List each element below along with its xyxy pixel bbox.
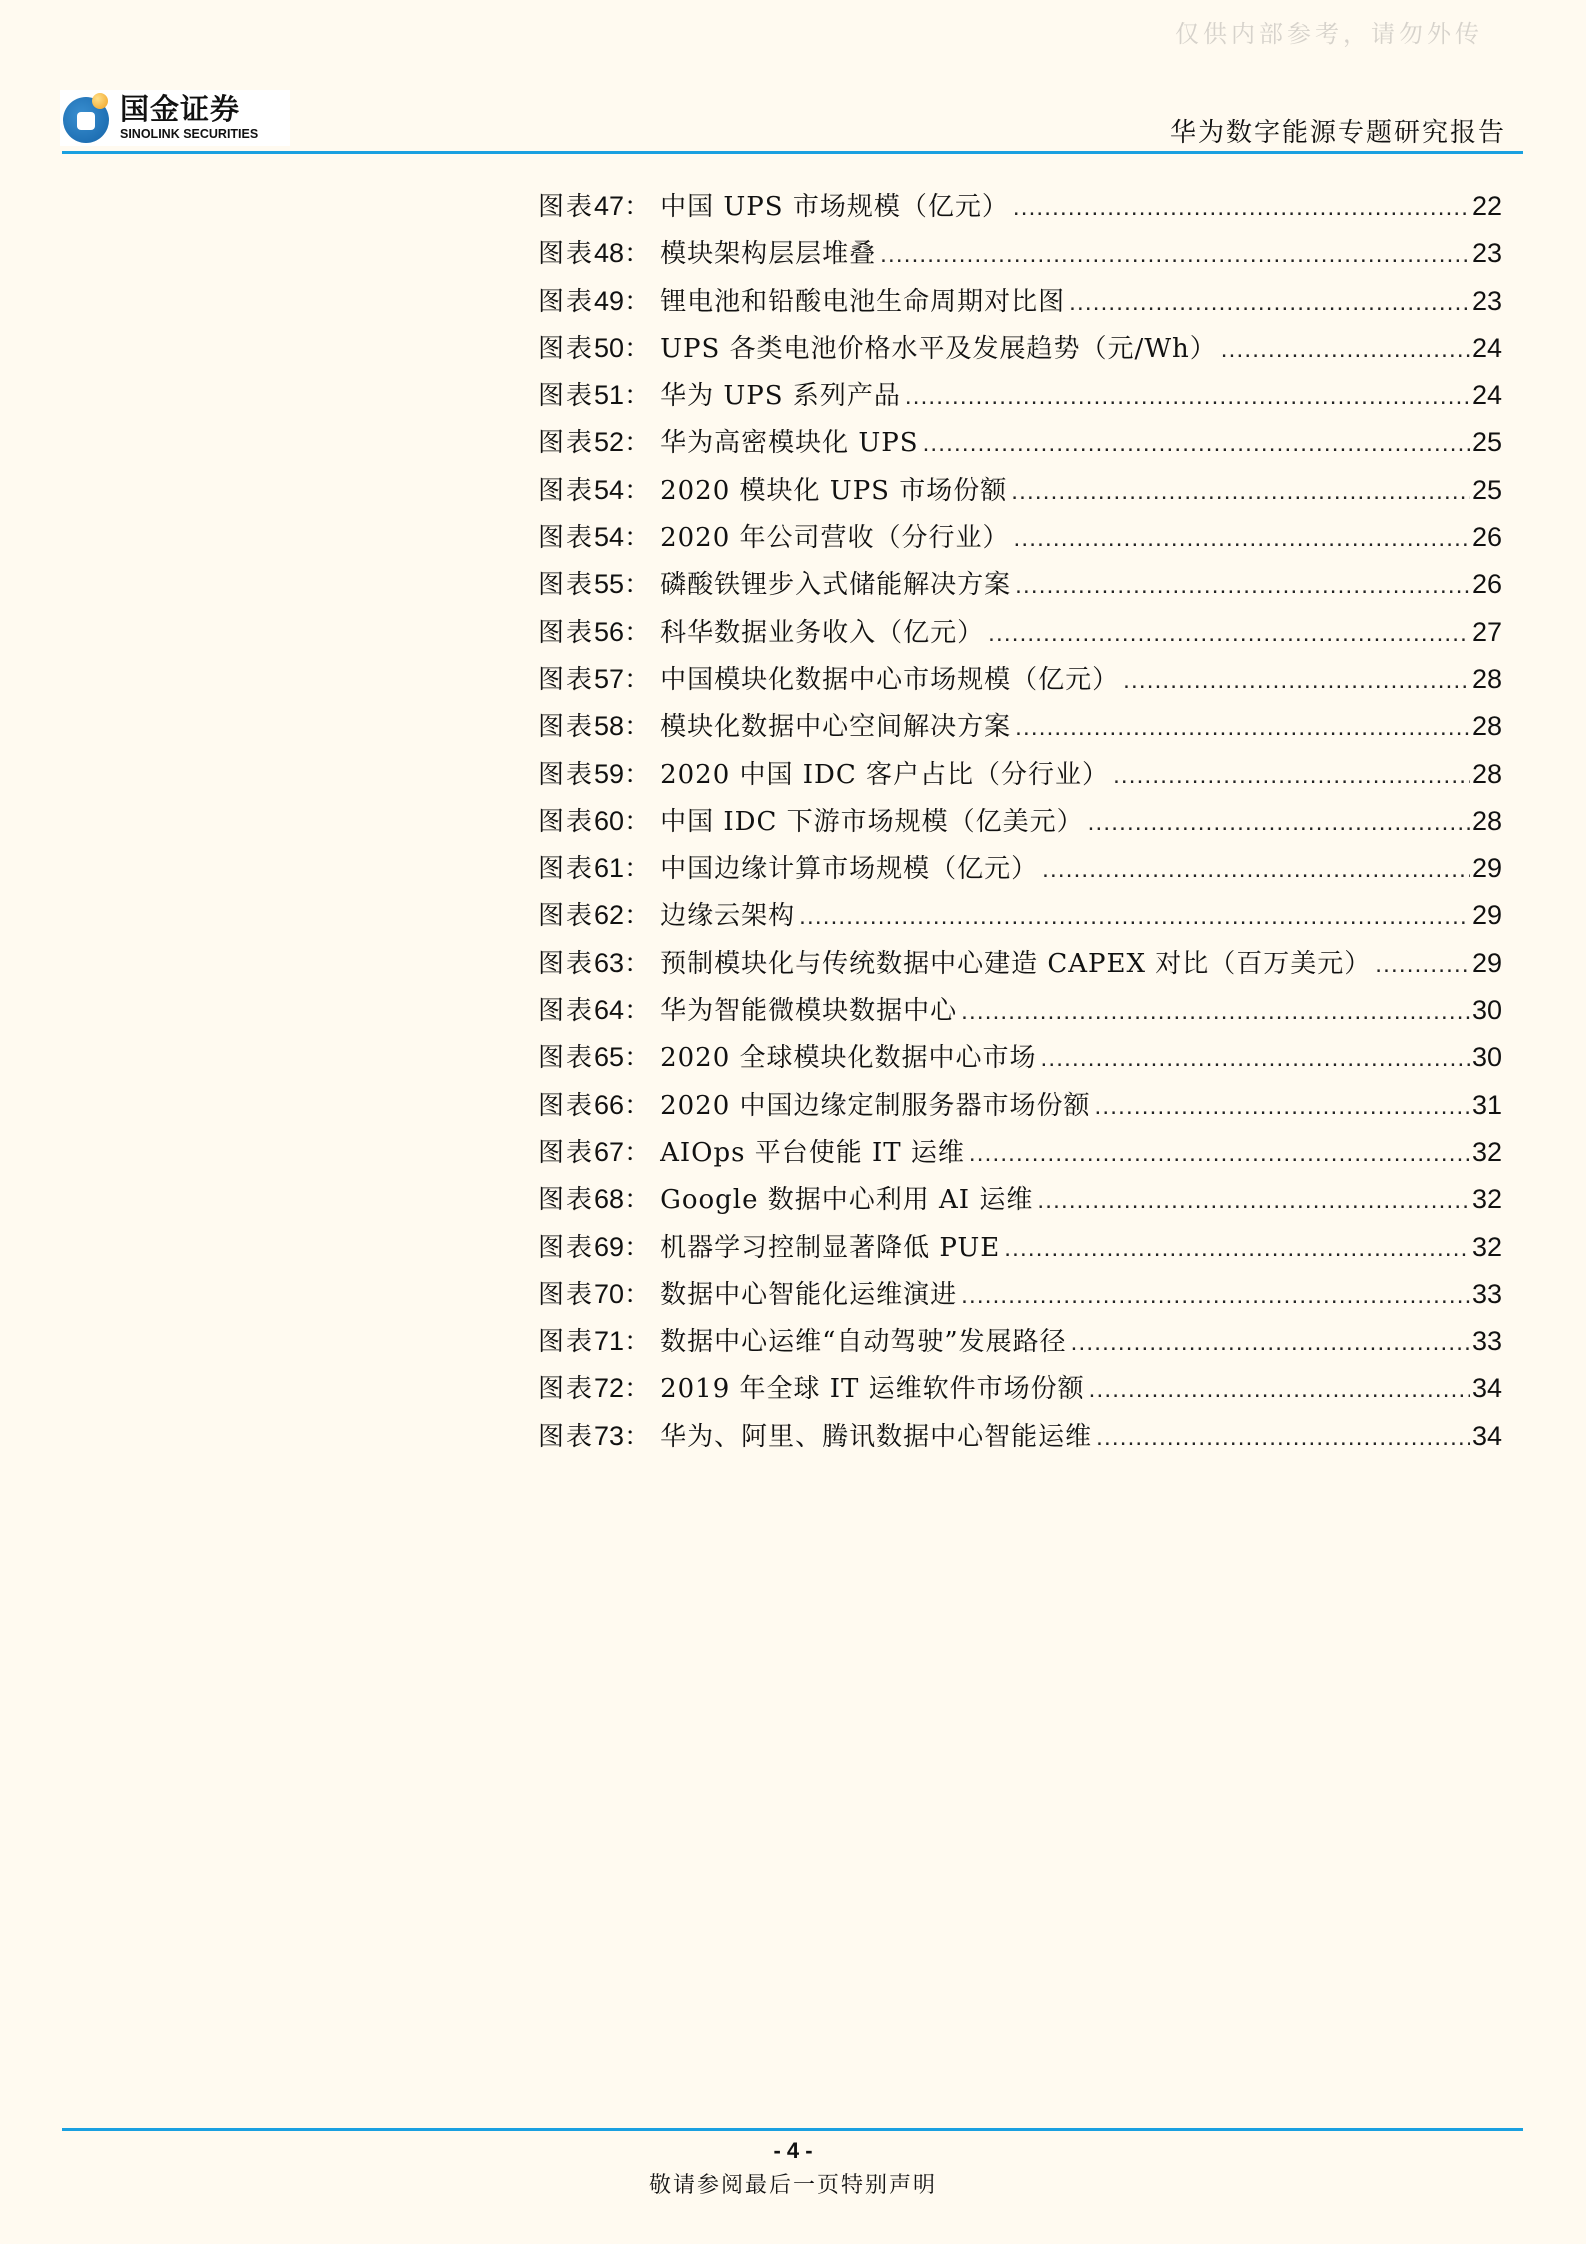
toc-entry-title: 2020 中国边缘定制服务器市场份额 [660, 1090, 1091, 1121]
toc-entry-prefix: 图表 [538, 333, 595, 364]
toc-entry-prefix: 图表 [538, 475, 595, 506]
toc-entry-colon: ： [624, 1090, 651, 1121]
toc-entry[interactable] [538, 422, 1502, 469]
toc-entry-prefix: 图表 [538, 948, 595, 979]
toc-entry-number: 51 [594, 380, 625, 411]
toc-dot-leader [1015, 714, 1470, 742]
toc-entry-title: 2020 年公司营收（分行业） [660, 523, 1010, 554]
toc-entry-title: 模块化数据中心空间解决方案 [660, 712, 1012, 743]
toc-entry-title: 2020 模块化 UPS 市场份额 [660, 475, 1008, 506]
toc-entry-prefix: 图表 [538, 1279, 595, 1310]
company-logo [60, 90, 290, 146]
toc-entry-colon: ： [624, 1185, 651, 1216]
toc-entry-colon: ： [624, 1374, 651, 1405]
toc-entry-title: 中国 IDC 下游市场规模（亿美元） [660, 806, 1084, 837]
toc-entry-prefix: 图表 [538, 1090, 595, 1121]
toc-entry-page: 34 [1471, 1373, 1502, 1404]
toc-entry[interactable] [538, 1037, 1502, 1084]
toc-entry-prefix: 图表 [538, 381, 595, 412]
toc-dot-leader [1089, 1376, 1470, 1404]
toc-dot-leader [1375, 951, 1470, 979]
toc-entry-number: 50 [594, 332, 625, 363]
toc-entry[interactable] [538, 470, 1502, 517]
toc-entry-prefix: 图表 [538, 712, 595, 743]
toc-entry-colon: ： [624, 381, 651, 412]
toc-entry[interactable] [538, 328, 1502, 375]
toc-entry-colon: ： [624, 806, 651, 837]
logo-name-en: SINOLINK SECURITIES [120, 127, 259, 142]
toc-entry-colon: ： [624, 1043, 651, 1074]
toc-entry-prefix: 图表 [538, 617, 595, 648]
toc-entry-page: 28 [1471, 663, 1502, 694]
toc-entry-colon: ： [624, 664, 651, 695]
toc-entry-prefix: 图表 [538, 570, 595, 601]
toc-entry-title: 模块架构层层堆叠 [660, 239, 877, 270]
toc-dot-leader [1013, 194, 1470, 222]
toc-entry-colon: ： [624, 996, 651, 1027]
toc-entry[interactable] [538, 1368, 1502, 1415]
toc-entry-number: 71 [594, 1326, 625, 1357]
toc-entry-title: 科华数据业务收入（亿元） [660, 617, 985, 648]
toc-entry-colon: ： [624, 617, 651, 648]
toc-dot-leader [1069, 289, 1470, 317]
toc-entry[interactable] [538, 1132, 1502, 1179]
toc-entry-title: 预制模块化与传统数据中心建造 CAPEX 对比（百万美元） [660, 948, 1372, 979]
toc-entry-number: 52 [594, 427, 625, 458]
toc-dot-leader [1095, 1093, 1470, 1121]
toc-entry-number: 73 [594, 1420, 625, 1451]
toc-dot-leader [1014, 525, 1470, 553]
toc-dot-leader [905, 383, 1470, 411]
toc-entry-page: 27 [1471, 616, 1502, 647]
footer-divider [62, 2128, 1523, 2131]
toc-entry-page: 31 [1471, 1089, 1502, 1120]
toc-entry-prefix: 图表 [538, 1185, 595, 1216]
toc-entry-prefix: 图表 [538, 428, 595, 459]
toc-entry-title: 2019 年全球 IT 运维软件市场份额 [660, 1374, 1085, 1405]
toc-dot-leader [1071, 1329, 1470, 1357]
toc-entry[interactable] [538, 1227, 1502, 1274]
toc-dot-leader [1004, 1235, 1470, 1263]
toc-entry-colon: ： [624, 712, 651, 743]
toc-entry-title: 锂电池和铅酸电池生命周期对比图 [660, 286, 1066, 317]
toc-entry-title: 机器学习控制显著降低 PUE [660, 1232, 1001, 1263]
toc-entry-prefix: 图表 [538, 901, 595, 932]
toc-entry-title: AIOps 平台使能 IT 运维 [660, 1137, 965, 1168]
toc-entry-title: 华为、阿里、腾讯数据中心智能运维 [660, 1421, 1093, 1452]
toc-entry-title: 2020 中国 IDC 客户占比（分行业） [660, 759, 1110, 790]
toc-dot-leader [1042, 856, 1470, 884]
toc-entry-number: 61 [594, 853, 625, 884]
toc-entry-prefix: 图表 [538, 1421, 595, 1452]
toc-entry[interactable] [538, 564, 1502, 611]
toc-entry-prefix: 图表 [538, 1374, 595, 1405]
toc-entry-page: 30 [1471, 995, 1502, 1026]
toc-entry-colon: ： [624, 1327, 651, 1358]
toc-entry-number: 60 [594, 805, 625, 836]
toc-entry-prefix: 图表 [538, 192, 595, 222]
toc-entry[interactable] [538, 281, 1502, 328]
toc-entry-title: 华为 UPS 系列产品 [660, 381, 901, 412]
toc-entry-page: 30 [1471, 1042, 1502, 1073]
toc-entry[interactable] [538, 1179, 1502, 1226]
toc-entry-number: 63 [594, 947, 625, 978]
toc-entry-number: 62 [594, 900, 625, 931]
toc-entry-number: 58 [594, 711, 625, 742]
page-number: - 4 - [773, 2138, 813, 2163]
toc-entry-title: Google 数据中心利用 AI 运维 [660, 1185, 1034, 1216]
toc-entry-prefix: 图表 [538, 1043, 595, 1074]
toc-entry-page: 28 [1471, 711, 1502, 742]
toc-entry-colon: ： [624, 759, 651, 790]
toc-entry-prefix: 图表 [538, 664, 595, 695]
toc-entry-colon: ： [624, 570, 651, 601]
toc-entry-page: 23 [1471, 238, 1502, 269]
toc-dot-leader [1088, 809, 1470, 837]
toc-entry-number: 72 [594, 1373, 625, 1404]
toc-entry-number: 55 [594, 569, 625, 600]
toc-entry-page: 28 [1471, 758, 1502, 789]
toc-entry-page: 29 [1471, 947, 1502, 978]
toc-entry-page: 26 [1471, 522, 1502, 553]
toc-entry-colon: ： [624, 475, 651, 506]
toc-entry-number: 66 [594, 1089, 625, 1120]
toc-entry-prefix: 图表 [538, 1232, 595, 1263]
toc-dot-leader [1221, 336, 1470, 364]
toc-entry-colon: ： [624, 1421, 651, 1452]
toc-entry-page: 29 [1471, 900, 1502, 931]
toc-entry-prefix: 图表 [538, 806, 595, 837]
toc-dot-leader [969, 1140, 1470, 1168]
toc-entry-page: 32 [1471, 1231, 1502, 1262]
toc-entry-page: 23 [1471, 285, 1502, 316]
toc-entry-number: 70 [594, 1278, 625, 1309]
toc-dot-leader [923, 430, 1470, 458]
toc-entry-prefix: 图表 [538, 759, 595, 790]
toc-entry-colon: ： [624, 1232, 651, 1263]
toc-entry-prefix: 图表 [538, 854, 595, 885]
toc-entry-prefix: 图表 [538, 286, 595, 317]
toc-entry-number: 57 [594, 663, 625, 694]
sinolink-logo-icon [62, 93, 112, 143]
toc-entry-page: 22 [1471, 191, 1502, 221]
toc-entry[interactable] [538, 1274, 1502, 1321]
toc-dot-leader [961, 998, 1470, 1026]
toc-entry-page: 29 [1471, 853, 1502, 884]
toc-entry-title: 中国模块化数据中心市场规模（亿元） [660, 664, 1120, 695]
toc-entry-number: 64 [594, 995, 625, 1026]
toc-entry[interactable] [538, 801, 1502, 848]
toc-entry-number: 68 [594, 1184, 625, 1215]
toc-entry-colon: ： [624, 1137, 651, 1168]
toc-entry[interactable] [538, 1321, 1502, 1368]
toc-entry-prefix: 图表 [538, 523, 595, 554]
toc-entry-page: 33 [1471, 1326, 1502, 1357]
toc-entry-page: 24 [1471, 380, 1502, 411]
report-title: 华为数字能源专题研究报告 [1169, 118, 1506, 148]
toc-dot-leader [988, 620, 1470, 648]
toc-dot-leader [1123, 667, 1470, 695]
toc-entry[interactable] [538, 1085, 1502, 1132]
toc-entry-colon: ： [624, 286, 651, 317]
toc-entry-colon: ： [624, 523, 651, 554]
toc-dot-leader [799, 903, 1470, 931]
toc-entry-colon: ： [624, 239, 651, 270]
toc-entry-colon: ： [624, 854, 651, 885]
toc-entry[interactable] [538, 706, 1502, 753]
toc-entry[interactable] [538, 612, 1502, 659]
toc-entry-prefix: 图表 [538, 239, 595, 270]
toc-entry-title: 华为智能微模块数据中心 [660, 996, 958, 1027]
toc-entry-number: 59 [594, 758, 625, 789]
logo-name-cn: 国金证券 [120, 92, 241, 127]
toc-entry-title: 数据中心智能化运维演进 [660, 1279, 958, 1310]
toc-dot-leader [1096, 1424, 1470, 1452]
toc-dot-leader [1041, 1045, 1470, 1073]
toc-entry-page: 26 [1471, 569, 1502, 600]
toc-entry[interactable] [538, 848, 1502, 895]
toc-entry-number: 47 [594, 191, 625, 221]
toc-entry[interactable] [538, 659, 1502, 706]
toc-entry-page: 32 [1471, 1136, 1502, 1167]
toc-entry-page: 25 [1471, 474, 1502, 505]
toc-entry-number: 49 [594, 285, 625, 316]
toc-entry-number: 48 [594, 238, 625, 269]
toc-entry[interactable] [538, 517, 1502, 564]
toc-dot-leader [1037, 1187, 1470, 1215]
toc-entry-number: 54 [594, 474, 625, 505]
watermark: 仅供内部参考，请勿外传 [1175, 20, 1483, 48]
toc-entry-title: 2020 全球模块化数据中心市场 [660, 1043, 1037, 1074]
toc-entry-number: 67 [594, 1136, 625, 1167]
figure-index-list [538, 186, 1502, 1463]
toc-entry[interactable] [538, 186, 1502, 233]
toc-entry-prefix: 图表 [538, 1137, 595, 1168]
toc-entry-colon: ： [624, 333, 651, 364]
toc-entry-page: 32 [1471, 1184, 1502, 1215]
toc-dot-leader [1015, 572, 1470, 600]
toc-entry-number: 69 [594, 1231, 625, 1262]
toc-entry-title: 数据中心运维“自动驾驶”发展路径 [660, 1327, 1067, 1358]
toc-entry-title: 华为高密模块化 UPS [660, 428, 919, 459]
toc-entry[interactable] [538, 375, 1502, 422]
toc-entry[interactable] [538, 1416, 1502, 1463]
toc-entry-page: 33 [1471, 1278, 1502, 1309]
toc-entry-colon: ： [624, 901, 651, 932]
toc-entry-number: 54 [594, 522, 625, 553]
header-divider [62, 151, 1523, 154]
toc-entry-number: 56 [594, 616, 625, 647]
toc-entry-prefix: 图表 [538, 996, 595, 1027]
toc-dot-leader [1113, 762, 1470, 790]
toc-entry-prefix: 图表 [538, 1327, 595, 1358]
toc-entry[interactable] [538, 895, 1502, 942]
toc-dot-leader [961, 1282, 1470, 1310]
toc-entry-colon: ： [624, 948, 651, 979]
toc-entry-page: 34 [1471, 1420, 1502, 1451]
toc-entry-title: UPS 各类电池价格水平及发展趋势（元/Wh） [660, 333, 1217, 364]
toc-entry-page: 25 [1471, 427, 1502, 458]
toc-entry-title: 磷酸铁锂步入式储能解决方案 [660, 570, 1012, 601]
toc-entry[interactable] [538, 943, 1502, 990]
toc-entry-colon: ： [624, 428, 651, 459]
toc-entry[interactable] [538, 233, 1502, 280]
toc-entry-title: 中国 UPS 市场规模（亿元） [660, 192, 1009, 222]
toc-dot-leader [880, 241, 1470, 269]
disclaimer-note: 敬请参阅最后一页特别声明 [648, 2173, 937, 2198]
toc-entry-number: 65 [594, 1042, 625, 1073]
toc-entry-page: 28 [1471, 805, 1502, 836]
toc-entry[interactable] [538, 990, 1502, 1037]
toc-dot-leader [1011, 478, 1470, 506]
toc-entry-colon: ： [624, 192, 651, 222]
toc-entry-colon: ： [624, 1279, 651, 1310]
toc-entry-title: 边缘云架构 [660, 901, 796, 932]
toc-entry[interactable] [538, 754, 1502, 801]
toc-entry-page: 24 [1471, 332, 1502, 363]
toc-entry-title: 中国边缘计算市场规模（亿元） [660, 854, 1039, 885]
